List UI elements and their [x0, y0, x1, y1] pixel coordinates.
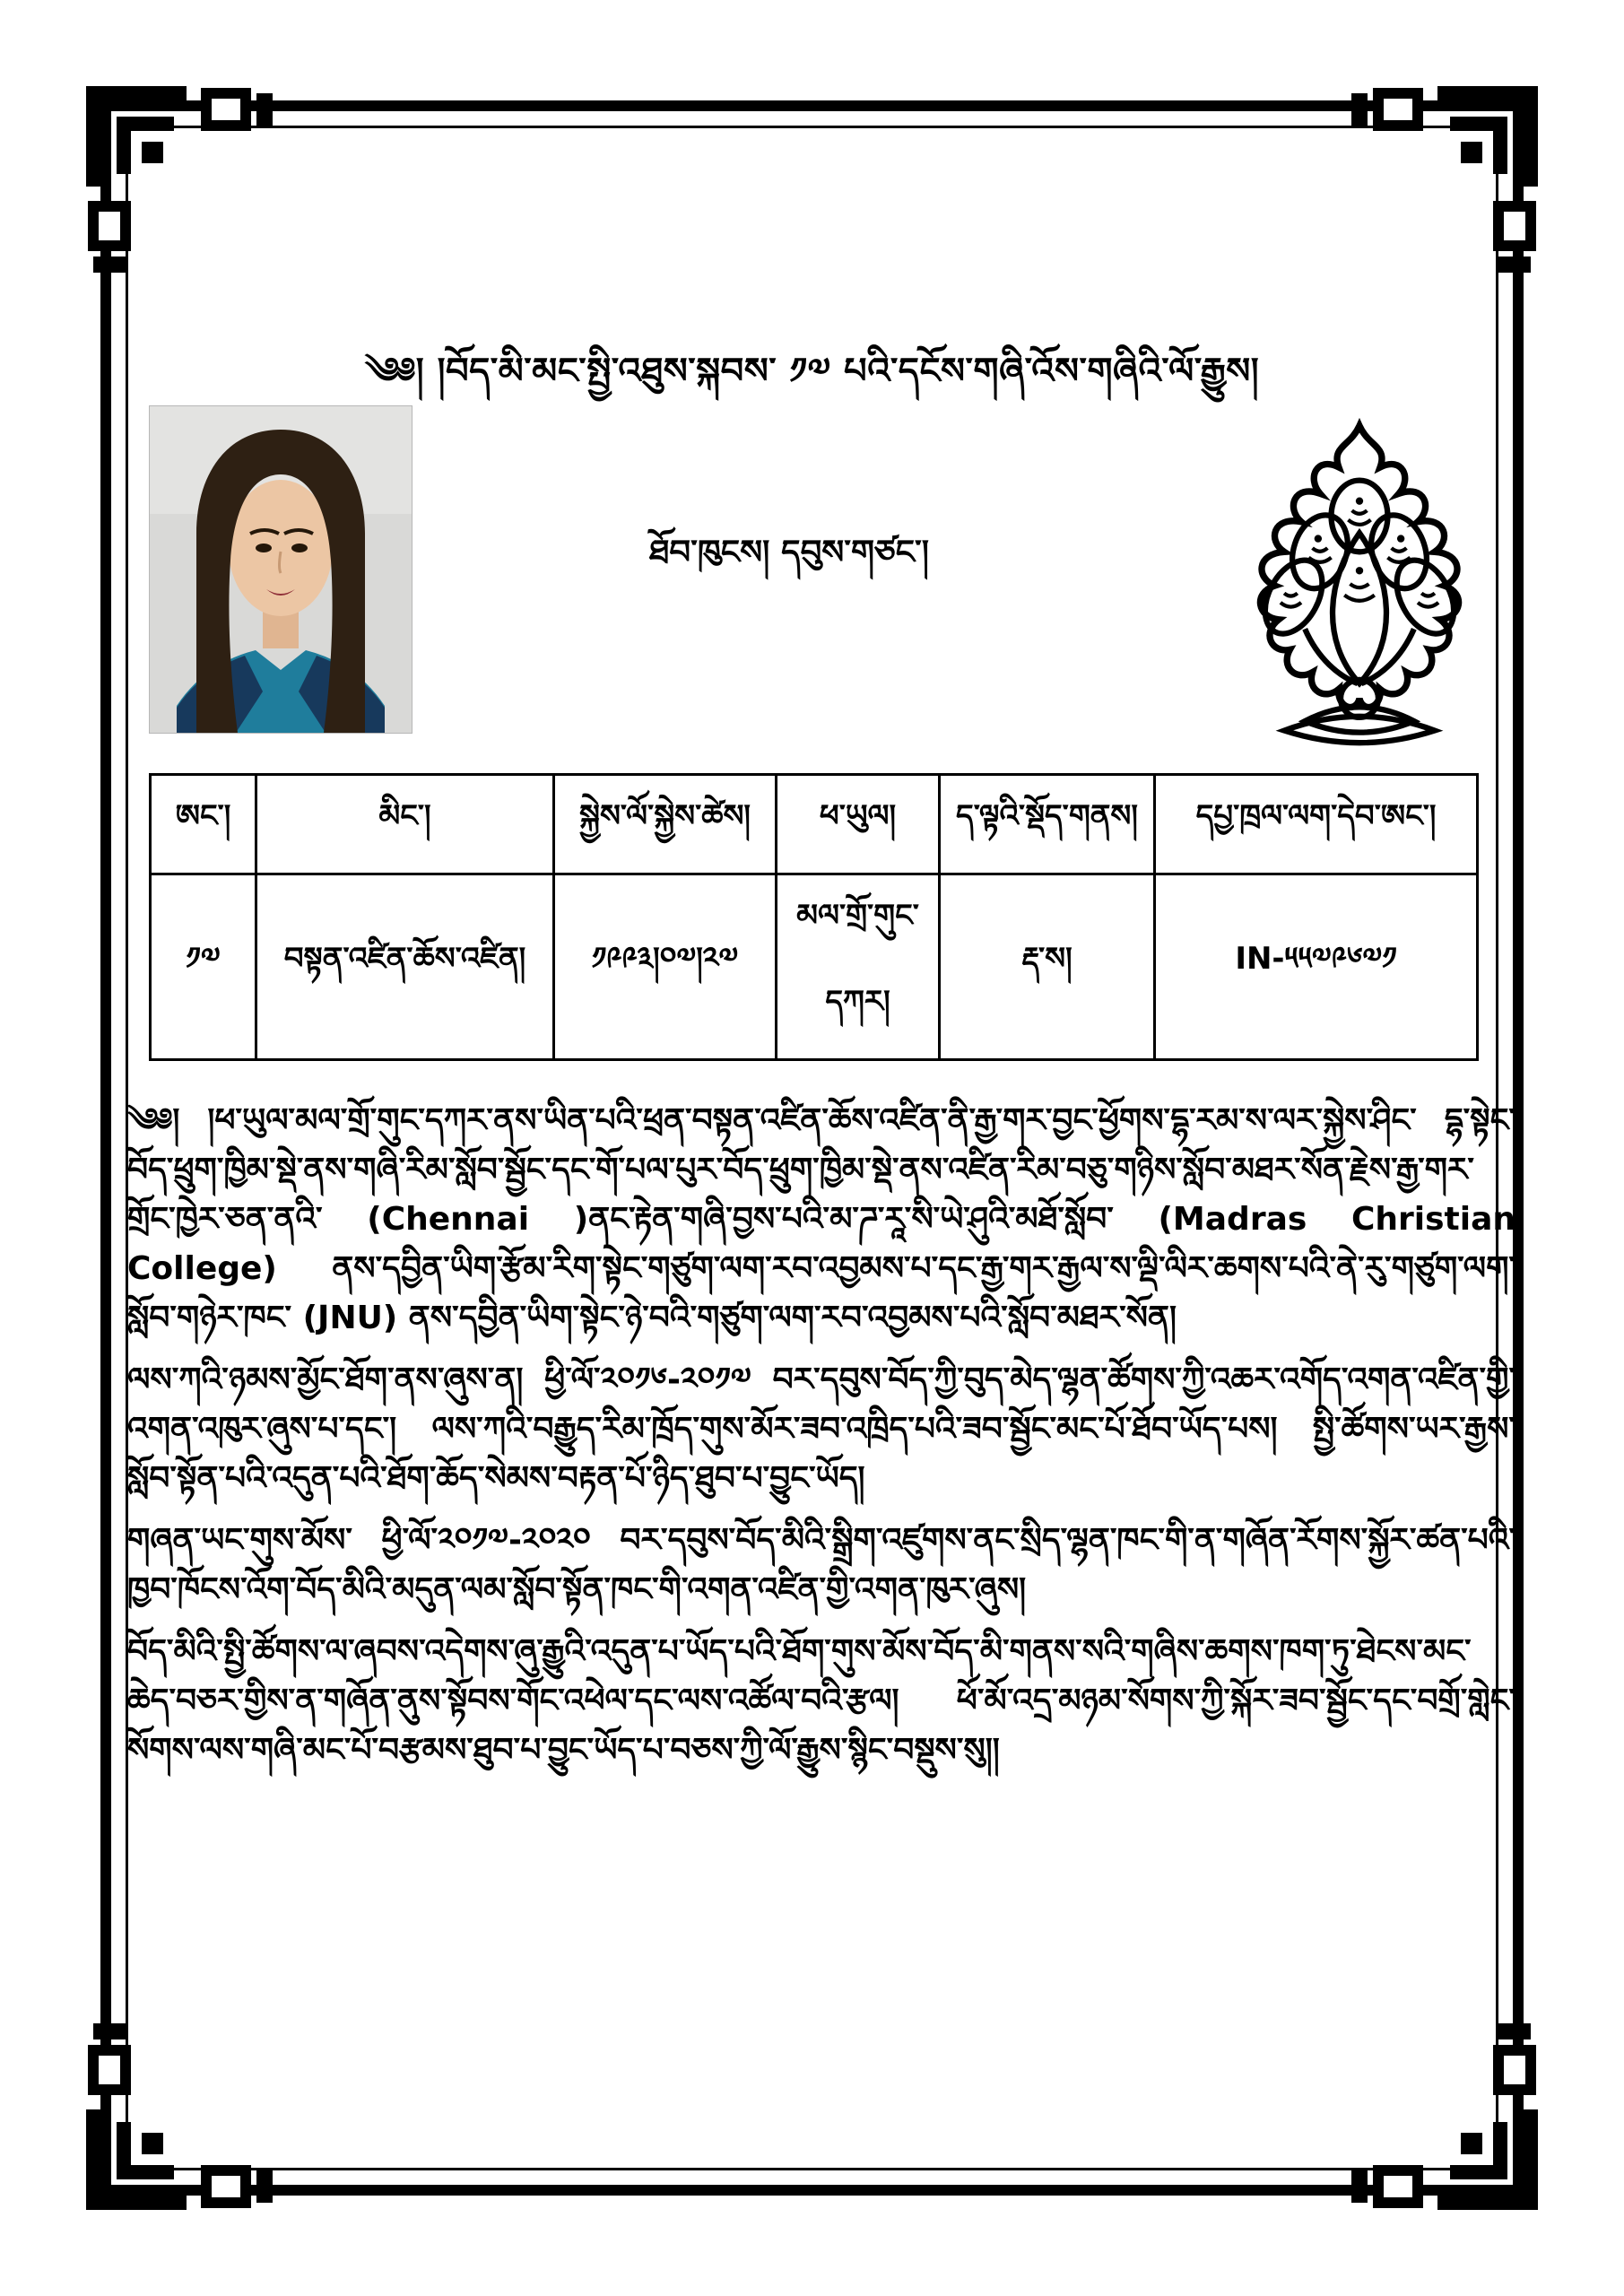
table-header-row	[151, 775, 1478, 874]
cell-number: ༡༧	[151, 874, 256, 1060]
table-row	[151, 874, 1478, 1060]
corner-ornament-top-right-icon	[1348, 86, 1538, 276]
header-green-book-no: དཔྱ་ཁྲལ་ལག་དེབ་ཨང་།	[1155, 775, 1478, 874]
header-homeland: ཕ་ཡུལ།	[777, 775, 940, 874]
header-number: ཨང་།	[151, 775, 256, 874]
cell-green-book-no: IN-༥༥༧༩༦༧༡	[1155, 874, 1478, 1060]
header-birth-date: སྐྱེས་ལོ་སྐྱེས་ཚེས།	[554, 775, 777, 874]
biography-paragraph-education: ༄༅། །ཕ་ཡུལ་མལ་གྲོ་གུང་དཀར་ནས་ཡིན་པའི་ཕྲན་བསྟན་འཛིན་ཆོས་འཛིན་ནི་རྒྱ་གར་བྱང་ཕྱོགས་དྷ་རམ་ས་ལར་སྐྱེས་ཤིང་ དྷ་སྟེང་བོད་ཕྲུག་ཁྱིམ་སྡེ་ནས་གཞི་རིམ་སློབ་སྦྱོང་དང་གོ་པལ་པུར་བོད་ཕྲུག་ཁྱིམ་སྡེ་ནས་འཛིན་རིམ་བཅུ་གཉིས་སློབ་མཐར་སོན་རྗེས་རྒྱ་གར་གྲོང་ཁྱེར་ཅན་ནའི་ (Chennai )ནང་རྟེན་གཞི་བྱས་པའི་མ་ཌ་རཱ་སི་ཡེ་ཤུའི་མཐོ་སློབ་ (Madras Christian College) ནས་དབྱིན་ཡིག་རྩོམ་རིག་སྟེང་གཙུག་ལག་རབ་འབྱམས་པ་དང་རྒྱ་གར་རྒྱལ་ས་ལྡི་ལིར་ཆགས་པའི་ནེ་རུ་གཙུག་ལག་སློབ་གཉེར་ཁང་ (JNU) ནས་དབྱིན་ཡིག་སྟེང་ཉེ་བའི་གཙུག་ལག་རབ་འབྱམས་པའི་སློབ་མཐར་སོན།	[127, 1102, 1515, 1336]
cell-residence: རྡ་ས།	[940, 874, 1155, 1060]
cell-birth-date: ༡༩༩༣།༠༧།༢༧	[554, 874, 777, 1060]
constituency-line: ཐོབ་ཁུངས། དབུས་གཙང་།	[649, 533, 929, 571]
header-residence: ད་ལྟའི་སྡོད་གནས།	[940, 775, 1155, 874]
corner-ornament-bottom-left-icon	[86, 2020, 276, 2210]
biography-paragraph-community-service: བོད་མིའི་སྤྱི་ཚོགས་ལ་ཞབས་འདེགས་ཞུ་རྒྱུའི་འདུན་པ་ཡོད་པའི་ཐོག་གུས་མོས་བོད་མི་གནས་སའི་གཞིས་ཆགས་ཁག་ཏུ་ཐེངས་མང་ཆེད་བཅར་གྱིས་ན་གཞོན་ནུས་སྟོབས་གོང་འཕེལ་དང་ལས་འཚོལ་བའི་རྩལ། ཕོ་མོ་འདྲ་མཉམ་སོགས་ཀྱི་སྐོར་ཟབ་སྦྱོང་དང་བགྲོ་གླེང་སོགས་ལས་གཞི་མང་པོ་བརྩམས་ཐུབ་པ་བྱུང་ཡོད་པ་བཅས་ཀྱི་ལོ་རྒྱུས་སྙིང་བསྡུས་སུ།།	[127, 1633, 1515, 1769]
biography-paragraph-work-experience: ལས་ཀའི་ཉམས་མྱོང་ཐོག་ནས་ཞུས་ན། ཕྱི་ལོ་༢༠༡༦-༢༠༡༧ བར་དབུས་བོད་ཀྱི་བུད་མེད་ལྷན་ཚོགས་ཀྱི་འཆར་འགོད་འགན་འཛིན་གྱི་འགན་འཁུར་ཞུས་པ་དང་། ལས་ཀའི་བརྒྱུད་རིམ་ཁྲོད་གུས་མོར་ཟབ་འཁྲིད་པའི་ཟབ་སྦྱོང་མང་པོ་ཐོབ་ཡོད་པས། སྤྱི་ཚོགས་ཡར་རྒྱས་སློབ་སྟོན་པའི་འདུན་པའི་ཐོག་ཆོད་སེམས་བརྟན་པོ་ཉིད་ཐུབ་པ་བྱུང་ཡོད།	[127, 1361, 1515, 1497]
page-title: ༄༅། །བོད་མི་མང་སྤྱི་འཐུས་སྐབས་ ༡༧ པའི་དངོས་གཞི་འོས་གཞིའི་ལོ་རྒྱུས།	[364, 351, 1260, 392]
corner-ornament-bottom-right-icon	[1348, 2020, 1538, 2210]
biography-text	[127, 1096, 1515, 1787]
candidate-photo	[149, 405, 413, 734]
cell-name: བསྟན་འཛིན་ཆོས་འཛིན།	[256, 874, 554, 1060]
flaming-jewels-emblem-icon	[1218, 411, 1501, 759]
header-name: མིང་།	[256, 775, 554, 874]
cell-homeland: མལ་གྲོ་གུང་དཀར།	[777, 874, 940, 1060]
candidate-info-table	[149, 773, 1479, 1061]
corner-ornament-top-left-icon	[86, 86, 276, 276]
biography-paragraph-career-counselling: གཞན་ཡང་གུས་མོས་ ཕྱི་ལོ་༢༠༡༧-༢༠༢༠ བར་དབུས་བོད་མིའི་སྒྲིག་འཛུགས་ནང་སྲིད་ལྷན་ཁང་གི་ན་གཞོན་རོགས་སྐྱོར་ཚན་པའི་ཁྱབ་ཁོངས་འོག་བོད་མིའི་མདུན་ལམ་སློབ་སྟོན་ཁང་གི་འགན་འཛིན་གྱི་འགན་ཁུར་ཞུས།	[127, 1522, 1515, 1608]
